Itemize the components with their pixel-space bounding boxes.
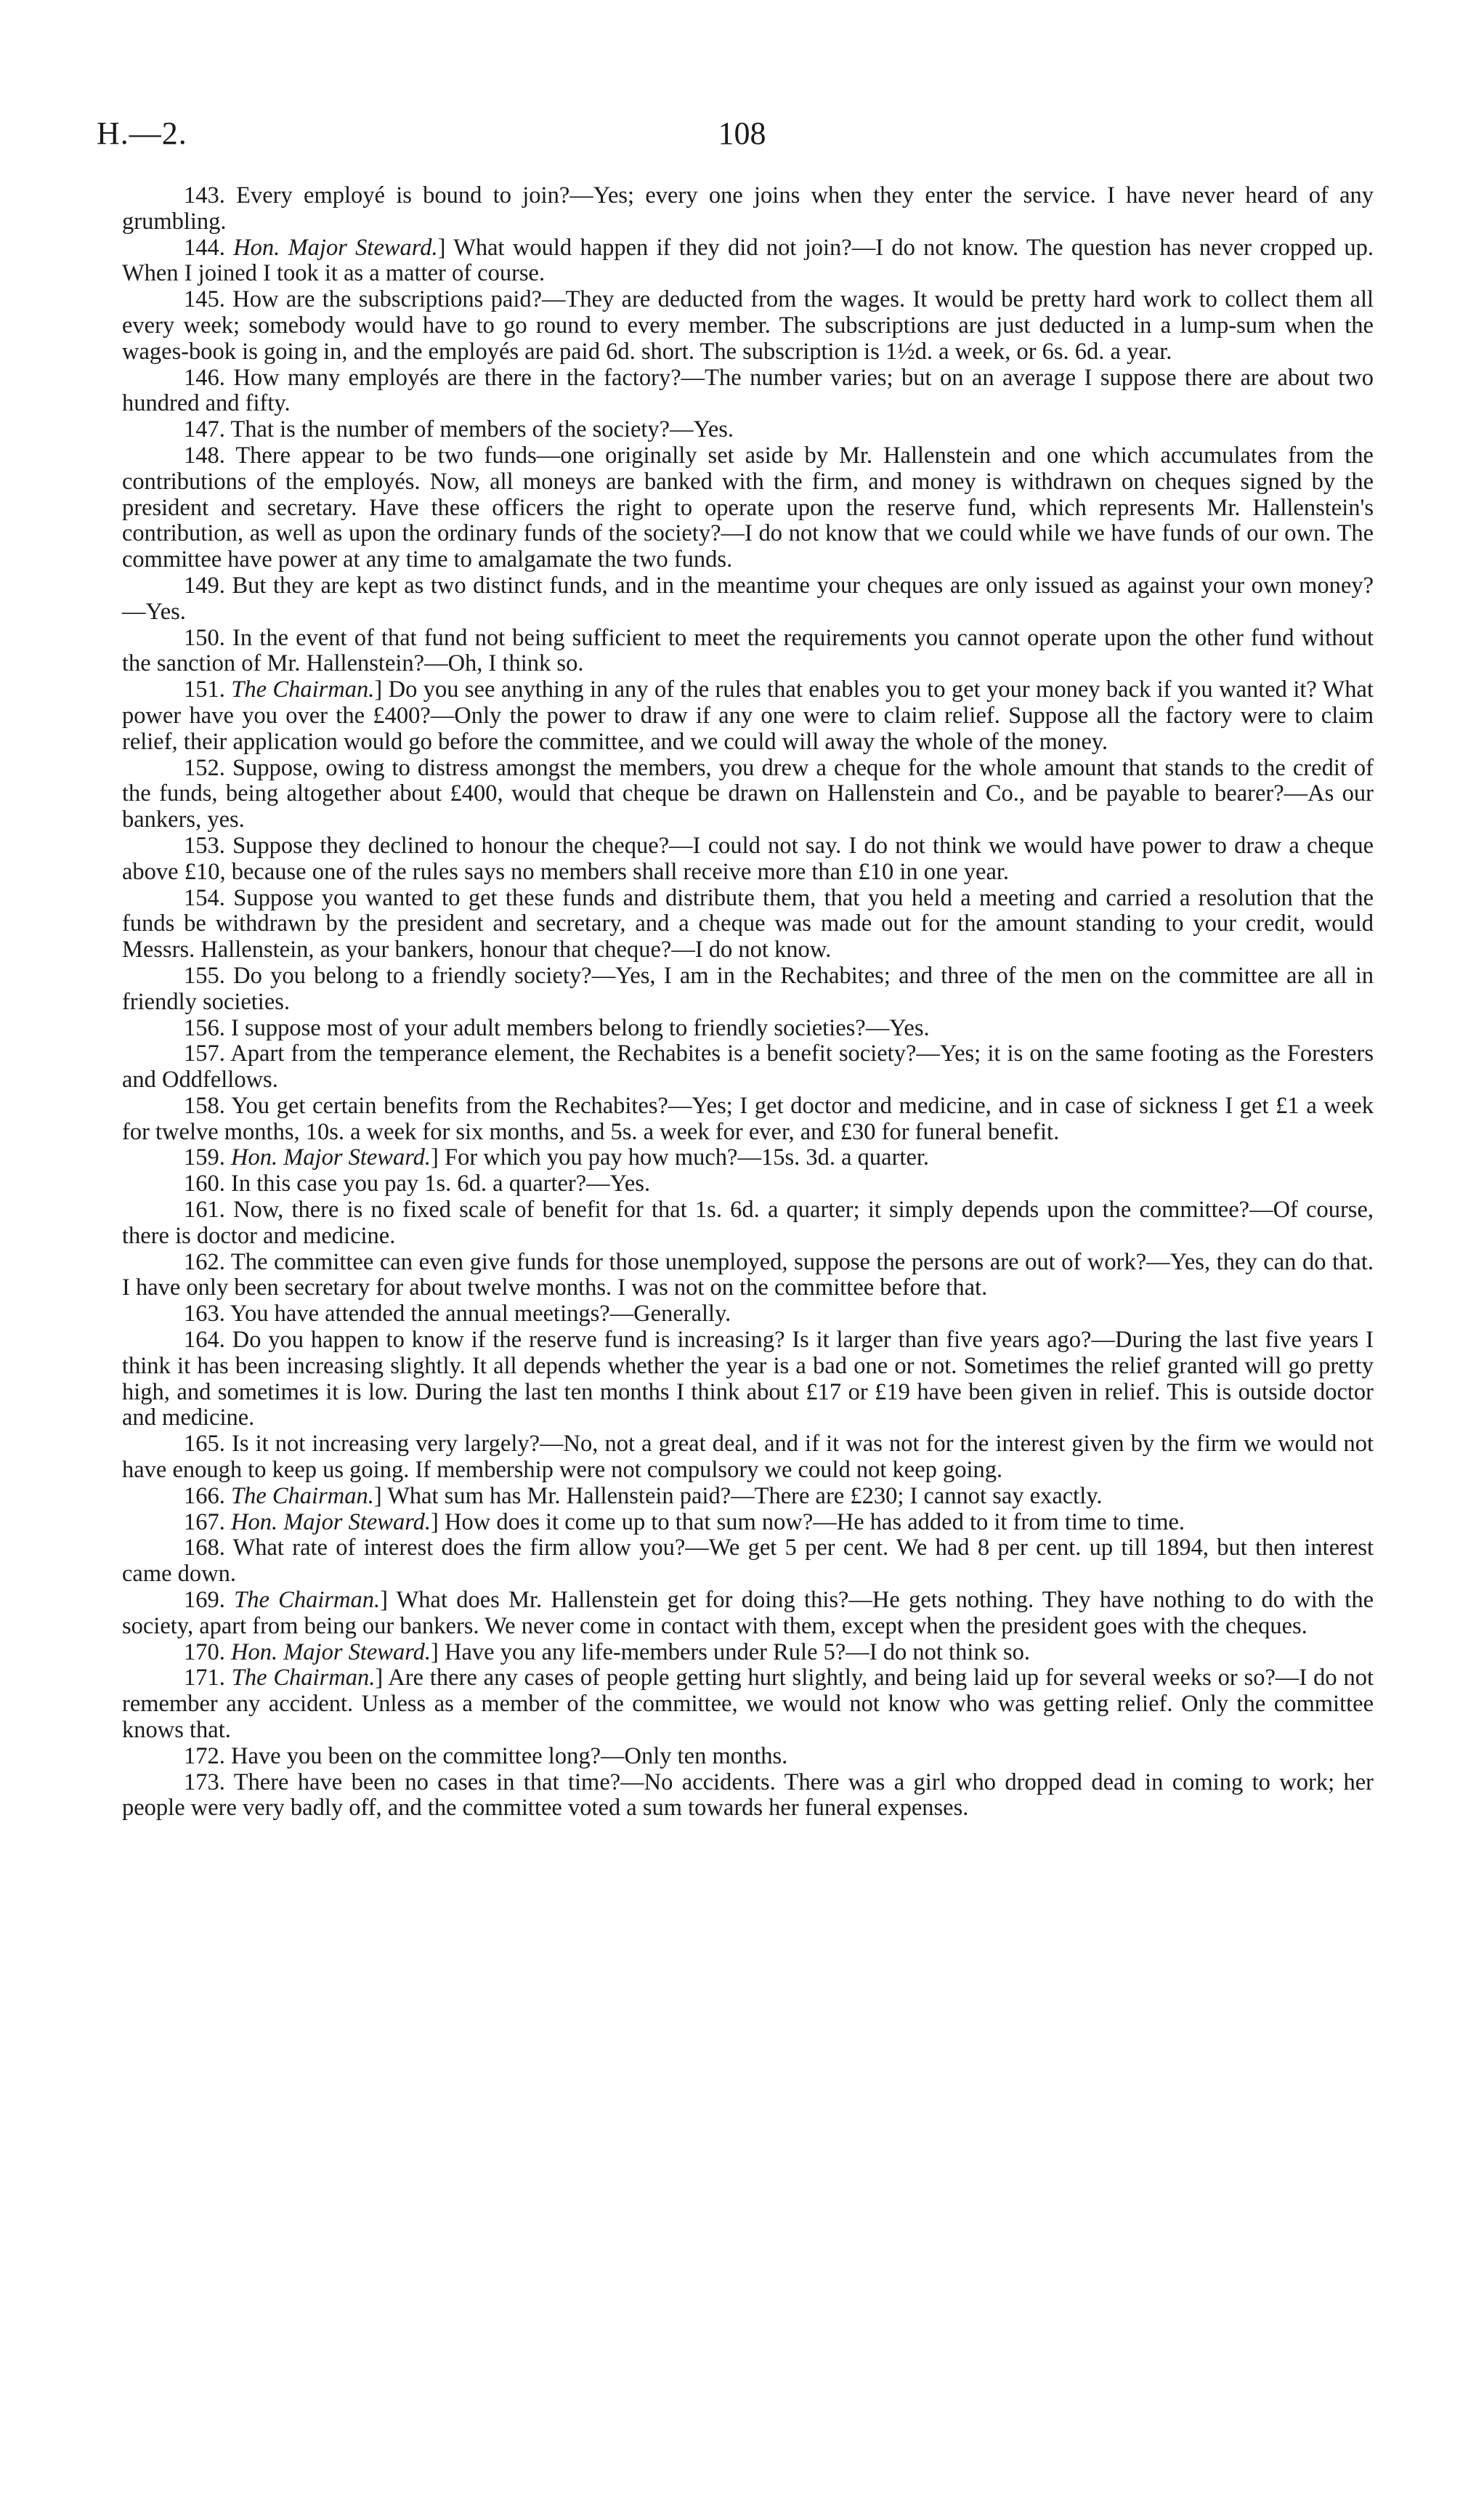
question-number: 146. bbox=[184, 364, 225, 391]
question-number: 167. bbox=[184, 1508, 225, 1535]
testimony-paragraph bbox=[122, 1301, 1374, 1327]
question-number: 148. bbox=[184, 442, 225, 469]
question-number: 145. bbox=[184, 286, 225, 313]
question-number: 157. bbox=[184, 1040, 225, 1067]
question-number: 153. bbox=[184, 832, 225, 859]
testimony-text: What rate of interest does the firm allow you?—We get 5 per cent. We had 8 per cent. up till 1894, but then interest came down. bbox=[122, 1535, 1374, 1588]
testimony-paragraph bbox=[122, 287, 1374, 365]
testimony-text: Do you see anything in any of the rules that enables you to get your money back if you wanted it? What power have you over the £400?—Only the power to draw if any one were to claim relief. Suppose all the factory were to claim relief, their application would go before the committee, and we could will away the whole of the money. bbox=[122, 676, 1374, 755]
testimony-text: Have you been on the committee long?—Only ten months. bbox=[231, 1742, 788, 1769]
testimony-paragraph: 166. The Chairman.] What sum has Mr. Hallenstein paid?—There are £230; I cannot say exactly. bbox=[184, 1482, 1103, 1509]
testimony-text: Do you belong to a friendly society?—Yes, I am in the Rechabites; and three of the men on the committee are all in friendly societies. bbox=[122, 962, 1374, 1015]
question-number: 165. bbox=[184, 1431, 225, 1458]
testimony-text: I suppose most of your adult members belong to friendly societies?—Yes. bbox=[231, 1014, 930, 1041]
testimony-paragraph bbox=[122, 963, 1374, 1016]
question-number: 161. bbox=[184, 1197, 225, 1224]
speaker-name: Hon. Major Steward. bbox=[231, 1638, 431, 1665]
testimony-paragraph bbox=[122, 1171, 1374, 1197]
testimony-text: Are there any cases of people getting hurt slightly, and being laid up for several weeks or so?—I do not remember any accident. Unless as a member of the committee, we would not know who was getting relief. Only the committee knows that. bbox=[122, 1665, 1374, 1744]
testimony-paragraph bbox=[122, 1250, 1374, 1302]
question-number: 166. bbox=[184, 1482, 225, 1509]
question-number: 170. bbox=[184, 1638, 225, 1665]
testimony-text: The committee can even give funds for those unemployed, suppose the persons are out of work?—Yes, they can do that. I have only been secretary for about twelve months. I was not on the committee before that. bbox=[122, 1248, 1374, 1301]
testimony-paragraph bbox=[122, 1327, 1374, 1431]
testimony-paragraph: 170. Hon. Major Steward.] Have you any life-members under Rule 5?—I do not think so. bbox=[184, 1638, 1030, 1665]
testimony-text: What would happen if they did not join?—I do not know. The question has never cropped up. When I joined I took it as a matter of course. bbox=[122, 234, 1374, 287]
question-number: 156. bbox=[184, 1014, 225, 1041]
speaker-name: Hon. Major Steward. bbox=[231, 1508, 431, 1535]
testimony-text: In the event of that fund not being sufficient to meet the requirements you cannot operate upon the other fund without the sanction of Mr. Hallenstein?—Oh, I think so. bbox=[122, 624, 1374, 677]
testimony-text: How does it come up to that sum now?—He has added to it from time to time. bbox=[445, 1508, 1185, 1535]
testimony-text: There have been no cases in that time?—No accidents. There was a girl who dropped dead in coming to work; her people were very badly off, and the committee voted a sum towards her funeral expenses. bbox=[122, 1769, 1374, 1822]
speaker-name: The Chairman. bbox=[231, 1482, 374, 1509]
question-number: 163. bbox=[184, 1301, 225, 1327]
testimony-text: In this case you pay 1s. 6d. a quarter?—Yes. bbox=[231, 1171, 651, 1197]
testimony-text: Is it not increasing very largely?—No, not a great deal, and if it was not for the interest given by the firm we would not have enough to keep us going. If membership were not compulsory we could not keep going. bbox=[122, 1431, 1374, 1484]
question-number: 150. bbox=[184, 624, 225, 651]
testimony-paragraph bbox=[122, 1197, 1374, 1250]
question-number: 171. bbox=[184, 1665, 225, 1691]
testimony-text: How many employés are there in the factory?—The number varies; but on an average I suppose there are about two hundred and fifty. bbox=[122, 364, 1374, 417]
testimony-paragraph: 169. The Chairman.] What does Mr. Hallenstein get for doing this?—He gets nothing. They have nothing to do with the society, apart from being our bankers. We never come in contact with them, except when the president goes with the cheques. bbox=[122, 1587, 1374, 1639]
testimony-text: Suppose they declined to honour the cheque?—I could not say. I do not think we would have power to draw a cheque above £10, because one of the rules says no members shall receive more than £10 in one year. bbox=[122, 832, 1374, 885]
speaker-name: Hon. Major Steward. bbox=[233, 234, 438, 261]
testimony-text: Now, there is no fixed scale of benefit for that 1s. 6d. a quarter; it simply depends upon the committee?—Of course, there is doctor and medicine. bbox=[122, 1197, 1374, 1249]
testimony-text: There appear to be two funds—one originally set aside by Mr. Hallenstein and one which accumulates from the contributions of the employés. Now, all moneys are banked with the firm, and money is withdrawn on cheques signed by the president and secretary. Have these officers the right to operate upon the reserve fund, which represents Mr. Hallenstein's contribution, as well as upon the ordinary funds of the society?—I do not know that we could while we have funds of our own. The committee have power at any time to amalgamate the two funds. bbox=[122, 442, 1374, 573]
question-number: 158. bbox=[184, 1092, 225, 1119]
testimony-paragraph bbox=[122, 756, 1374, 833]
testimony-text: You have attended the annual meetings?—Generally. bbox=[230, 1301, 731, 1327]
testimony-paragraph bbox=[122, 1744, 1374, 1770]
testimony-paragraph bbox=[122, 183, 1374, 235]
question-number: 155. bbox=[184, 962, 225, 989]
question-number: 144. bbox=[184, 234, 225, 261]
testimony-text: That is the number of members of the society?—Yes. bbox=[230, 416, 734, 443]
testimony-paragraph bbox=[122, 443, 1374, 573]
testimony-paragraph bbox=[122, 1770, 1374, 1822]
testimony-paragraph bbox=[122, 1041, 1374, 1094]
question-number: 164. bbox=[184, 1327, 225, 1354]
testimony-paragraph: 171. The Chairman.] Are there any cases of people getting hurt slightly, and being laid up for several weeks or so?—I do not remember any accident. Unless as a member of the committee, we would not know who was getting relief. Only the committee knows that. bbox=[122, 1665, 1374, 1744]
document-reference: H.—2. bbox=[97, 116, 187, 151]
testimony-paragraph bbox=[122, 417, 1374, 443]
testimony-text: Every employé is bound to join?—Yes; every one joins when they enter the service. I have never heard of any grumbling. bbox=[122, 182, 1374, 235]
testimony-text: For which you pay how much?—15s. 3d. a quarter. bbox=[445, 1144, 930, 1171]
testimony-text: What does Mr. Hallenstein get for doing this?—He gets nothing. They have nothing to do with the society, apart from being our bankers. We never come in contact with them, except when the president goes with the cheques. bbox=[122, 1587, 1374, 1639]
question-number: 152. bbox=[184, 754, 225, 781]
question-number: 159. bbox=[184, 1144, 225, 1171]
testimony-text: But they are kept as two distinct funds, and in the meantime your cheques are only issued as against your own money?—Yes. bbox=[122, 572, 1374, 625]
testimony-text: Have you any life-members under Rule 5?—I do not think so. bbox=[445, 1638, 1030, 1665]
testimony-paragraph bbox=[122, 1016, 1374, 1042]
testimony-paragraph bbox=[122, 573, 1374, 626]
question-number: 162. bbox=[184, 1248, 225, 1275]
testimony-paragraph: 159. Hon. Major Steward.] For which you pay how much?—15s. 3d. a quarter. bbox=[184, 1144, 930, 1171]
testimony-paragraph: 144. Hon. Major Steward.] What would happen if they did not join?—I do not know. The question has never cropped up. When I joined I took it as a matter of course. bbox=[122, 234, 1374, 287]
question-number: 160. bbox=[184, 1171, 225, 1197]
speaker-name: The Chairman. bbox=[231, 1665, 376, 1691]
question-number: 173. bbox=[184, 1769, 225, 1795]
testimony-paragraph bbox=[122, 833, 1374, 886]
question-number: 147. bbox=[184, 416, 225, 443]
page-number: 108 bbox=[718, 116, 766, 151]
question-number: 169. bbox=[184, 1587, 225, 1614]
speaker-name: The Chairman. bbox=[234, 1587, 381, 1614]
question-number: 149. bbox=[184, 572, 225, 599]
question-number: 168. bbox=[184, 1535, 225, 1561]
question-number: 151. bbox=[184, 676, 225, 703]
testimony-paragraph bbox=[122, 1431, 1374, 1484]
speaker-name: The Chairman. bbox=[231, 676, 375, 703]
question-number: 143. bbox=[184, 182, 225, 209]
question-number: 172. bbox=[184, 1742, 225, 1769]
testimony-text: Suppose you wanted to get these funds and distribute them, that you held a meeting and carried a resolution that the funds be withdrawn by the president and secretary, and a cheque was made out for the amount standing to your credit, would Messrs. Hallenstein, as your bankers, honour that cheque?—I do not know. bbox=[122, 884, 1374, 963]
testimony-text: Suppose, owing to distress amongst the members, you drew a cheque for the whole amount that stands to the credit of the funds, being altogether about £400, would that cheque be drawn on Hallenstein and Co., and be payable to bearer?—As our bankers, yes. bbox=[122, 754, 1374, 833]
speaker-name: Hon. Major Steward. bbox=[231, 1144, 431, 1171]
testimony-paragraph bbox=[122, 1535, 1374, 1588]
testimony-body bbox=[122, 183, 1374, 1822]
testimony-text: You get certain benefits from the Rechabites?—Yes; I get doctor and medicine, and in case of sickness I get £1 a week for twelve months, 10s. a week for six months, and 5s. a week for ever, and £30 for funeral benefit. bbox=[122, 1092, 1374, 1145]
testimony-paragraph: 151. The Chairman.] Do you see anything in any of the rules that enables you to get your money back if you wanted it? What power have you over the £400?—Only the power to draw if any one were to claim relief. Suppose all the factory were to claim relief, their application would go before the committee, and we could will away the whole of the money. bbox=[122, 676, 1374, 755]
testimony-paragraph bbox=[122, 886, 1374, 963]
testimony-paragraph bbox=[122, 626, 1374, 678]
testimony-paragraph: 167. Hon. Major Steward.] How does it come up to that sum now?—He has added to it from time to time. bbox=[184, 1508, 1185, 1535]
testimony-text: Do you happen to know if the reserve fund is increasing? Is it larger than five years ago?—During the last five years I think it has been increasing slightly. It all depends whether the year is a bad one or not. Sometimes the relief granted will go pretty high, and sometimes it is low. During the last ten months I think about £17 or £19 have been given in relief. This is outside doctor and medicine. bbox=[122, 1327, 1374, 1431]
testimony-paragraph bbox=[122, 365, 1374, 418]
testimony-paragraph bbox=[122, 1094, 1374, 1146]
question-number: 154. bbox=[184, 884, 225, 911]
testimony-text: What sum has Mr. Hallenstein paid?—There are £230; I cannot say exactly. bbox=[387, 1482, 1103, 1509]
testimony-text: Apart from the temperance element, the Rechabites is a benefit society?—Yes; it is on the same footing as the Foresters and Oddfellows. bbox=[122, 1040, 1374, 1094]
testimony-text: How are the subscriptions paid?—They are deducted from the wages. It would be pretty hard work to collect them all every week; somebody would have to go round to every member. The subscriptions are just deducted in a lump-sum when the wages-book is going in, and the employés are paid 6d. short. The subscription is 1½d. a week, or 6s. 6d. a year. bbox=[122, 286, 1374, 365]
